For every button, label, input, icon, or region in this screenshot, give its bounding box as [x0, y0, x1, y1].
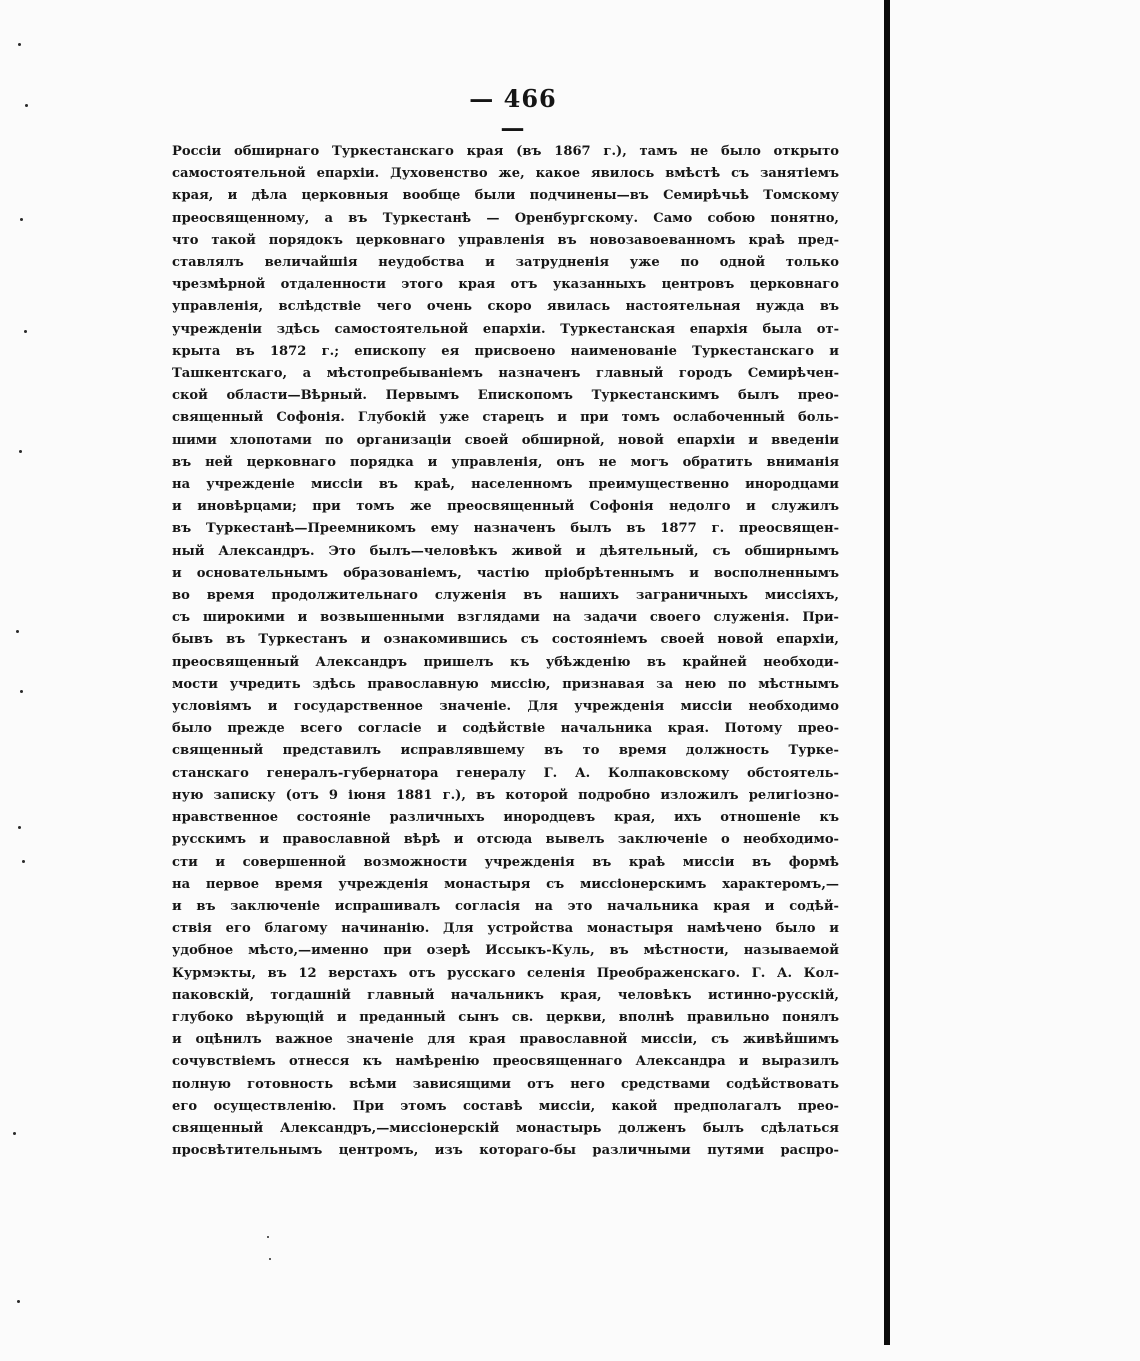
text-line: въ Туркестанѣ—Преемникомъ ему назначенъ былъ въ 1877 г. преосвящен-: [172, 521, 839, 537]
text-line: и оцѣнилъ важное значеніе для края православной миссіи, съ живѣйшимъ: [172, 1032, 839, 1048]
scan-speck: [20, 218, 23, 221]
text-line: преосвященный Александръ пришелъ къ убѣжденію въ крайней необходи-: [172, 654, 839, 670]
scan-speck: [18, 43, 21, 46]
scan-speck: [16, 630, 19, 633]
text-line: станскаго генералъ-губернатора генералу Г. А. Колпаковскому обстоятель-: [172, 765, 839, 781]
scan-speck: [22, 860, 25, 863]
scan-speck: [269, 1258, 271, 1260]
text-line: во время продолжительнаго служенія въ нашихъ заграничныхъ миссіяхъ,: [172, 588, 839, 604]
text-line: священный Софонія. Глубокій уже старецъ и при томъ ослабоченный боль-: [172, 410, 839, 426]
text-line: и въ заключеніе испрашивалъ согласія на это начальника края и содѣй-: [172, 898, 839, 914]
text-line: священный Александръ,—миссіонерскій монастырь долженъ былъ сдѣлаться: [172, 1120, 839, 1136]
text-line: на учрежденіе миссіи въ краѣ, населенномъ преимущественно инородцами: [172, 477, 839, 493]
page-number: — 466 —: [469, 84, 557, 142]
text-line: сочувствіемъ отнесся къ намѣренію преосвященнаго Александра и выразилъ: [172, 1054, 839, 1070]
text-line: самостоятельной епархіи. Духовенство же, какое явилось вмѣстѣ съ занятіемъ: [172, 166, 839, 182]
text-line: Курмэкты, въ 12 верстахъ отъ русскаго селенія Преображенскаго. Г. А. Кол-: [172, 965, 839, 981]
text-line: паковскій, тогдашній главный начальникъ края, человѣкъ истинно-русскій,: [172, 987, 839, 1003]
scan-speck: [17, 1300, 20, 1303]
text-line: края, и дѣла церковныя вообще были подчинены—въ Семирѣчьѣ Томскому: [172, 188, 839, 204]
scan-speck: [24, 330, 27, 333]
text-line: въ ней церковнаго порядка и управленія, онъ не могъ обратить вниманія: [172, 454, 839, 470]
text-line: ставлялъ величайшія неудобства и затрудненія уже по одной только: [172, 255, 839, 271]
text-line: Ташкентскаго, а мѣстопребываніемъ назначенъ главный городъ Семирѣчен-: [172, 366, 839, 382]
text-line: что такой порядокъ церковнаго управленія въ новозавоеванномъ краѣ пред-: [172, 232, 839, 248]
scan-speck: [20, 690, 23, 693]
text-line: ствія его благому начинанію. Для устройства монастыря намѣчено было и: [172, 921, 839, 937]
text-line: учрежденіи здѣсь самостоятельной епархіи. Туркестанская епархія была от-: [172, 321, 839, 337]
text-line: глубоко вѣрующій и преданный сынъ св. церкви, вполнѣ правильно понялъ: [172, 1009, 839, 1025]
text-line: удобное мѣсто,—именно при озерѣ Иссыкъ-Куль, въ мѣстности, называемой: [172, 943, 839, 959]
text-line: шими хлопотами по организаціи своей обширной, новой епархіи и введеніи: [172, 432, 839, 448]
text-line: сти и совершенной возможности учрежденія въ краѣ миссіи въ формѣ: [172, 854, 839, 870]
text-line: и иновѣрцами; при томъ же преосвященный Софонія недолго и служилъ: [172, 499, 839, 515]
body-text: [172, 141, 839, 1162]
text-line: бывъ въ Туркестанъ и ознакомившись съ состояніемъ своей новой епархіи,: [172, 632, 839, 648]
text-line: его осуществленію. При этомъ составѣ миссіи, какой предполагалъ прео-: [172, 1098, 839, 1114]
text-line: управленія, вслѣдствіе чего очень скоро явилась настоятельная нужда въ: [172, 299, 839, 315]
text-line: ской области—Вѣрный. Первымъ Епископомъ Туркестанскимъ былъ прео-: [172, 388, 839, 404]
text-line: просвѣтительнымъ центромъ, изъ котораго-бы различными путями распро-: [172, 1143, 839, 1159]
text-line: и основательнымъ образованіемъ, частію пріобрѣтеннымъ и восполненнымъ: [172, 565, 839, 581]
scan-speck: [19, 450, 22, 453]
text-line: мости учредить здѣсь православную миссію, признавая за нею по мѣстнымъ: [172, 676, 839, 692]
text-line: ную записку (отъ 9 іюня 1881 г.), въ которой подробно изложилъ религіозно-: [172, 787, 839, 803]
text-line: условіямъ и государственное значеніе. Для учрежденія миссіи необходимо: [172, 699, 839, 715]
text-line: на первое время учрежденія монастыря съ миссіонерскимъ характеромъ,—: [172, 876, 839, 892]
text-line: ный Александръ. Это былъ—человѣкъ живой и дѣятельный, съ обширнымъ: [172, 543, 839, 559]
text-line: русскимъ и православной вѣрѣ и отсюда вывелъ заключеніе о необходимо-: [172, 832, 839, 848]
text-line: чрезмѣрной отдаленности этого края отъ указанныхъ центровъ церковнаго: [172, 277, 839, 293]
scan-speck: [267, 1236, 269, 1238]
text-line: нравственное состояніе различныхъ инородцевъ края, ихъ отношеніе къ: [172, 810, 839, 826]
text-line: полную готовность всѣми зависящими отъ него средствами содѣйствовать: [172, 1076, 839, 1092]
text-line: Россіи обширнаго Туркестанскаго края (въ 1867 г.), тамъ не было открыто: [172, 144, 839, 159]
text-line: съ широкими и возвышенными взглядами на задачи своего служенія. При-: [172, 610, 839, 626]
scan-speck: [18, 826, 21, 829]
scan-speck: [13, 1132, 16, 1135]
scan-speck: [25, 104, 28, 107]
text-line: крыта въ 1872 г.; епископу ея присвоено наименованіе Туркестанскаго и: [172, 343, 839, 359]
text-line: преосвященному, а въ Туркестанѣ — Оренбургскому. Само собою понятно,: [172, 210, 839, 226]
text-line: было прежде всего согласіе и содѣйствіе начальника края. Потому прео-: [172, 721, 839, 737]
text-line: священный представилъ исправлявшему въ то время должность Турке-: [172, 743, 839, 759]
page-edge-bar: [884, 0, 890, 1345]
